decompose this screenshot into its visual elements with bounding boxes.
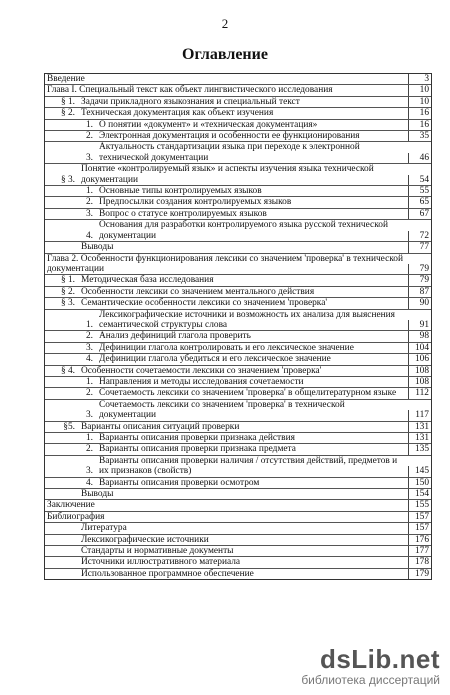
toc-entry-page: 54 [408,175,431,185]
toc-entry [45,196,431,207]
toc-entry-page: 178 [408,557,431,567]
toc-entry-number: § 1. [60,275,75,286]
toc-entry [45,568,431,579]
toc-entry-title: Варианты описания ситуаций проверки [81,421,240,432]
toc-entry [45,185,431,196]
toc-entry-title: О понятии «документ» и «техническая документация» [99,119,318,130]
toc-entry-page: 55 [408,186,431,196]
toc-entry [45,96,431,107]
toc-entry-title: Анализ дефиниций глагола проверить [99,331,251,342]
toc-entry-number: 1. [85,319,93,330]
toc-entry-title: Понятие «контролируемый язык» и аспекты изучения языка технической документации [81,164,374,185]
toc-entry-title: Вопрос о статусе контролируемых языков [99,208,267,219]
toc-entry-title: Сочетаемость лексики со значением 'проверка' в технической документации [99,399,345,421]
toc-entry-page: 46 [408,153,431,163]
toc-entry-title: Выводы [81,489,114,500]
toc-entry-page: 179 [408,569,431,579]
toc-entry-page: 79 [408,264,431,274]
toc-entry-title: Глава 2. Особенности функционирования лексики со значением 'проверка' в технической документации [47,253,404,274]
toc-entry [45,253,431,275]
toc-entry-title: Основания для разработки контролируемого языка русской технической документации [99,220,388,241]
toc-entry [45,74,431,84]
toc-entry-page: 35 [408,131,431,141]
toc-entry-page: 67 [408,209,431,219]
toc-entry-page: 131 [408,433,431,443]
toc-entry-number: § 3. [60,298,75,309]
toc-entry-title: Использованное программное обеспечение [81,568,254,579]
toc-entry-title: Источники иллюстративного материала [81,557,241,568]
toc-entry-title: Лексикографические источники и возможность их анализа для выяснения семантической структуры слова [99,309,395,330]
toc-entry [45,353,431,364]
toc-entry [45,208,431,219]
toc-entry-number: 3. [85,152,93,163]
watermark-logo [301,644,440,687]
watermark-sub: библиотека диссертаций [301,673,440,687]
toc-entry [45,163,431,185]
toc-entry-number: § 2. [60,108,75,119]
toc-entry [45,119,431,130]
toc-entry-title: Электронная документация и особенности ее функционирования [99,131,360,142]
toc-entry-title: Стандарты и нормативные документы [81,546,234,557]
toc-entry-page: 16 [408,108,431,118]
toc-entry-number: 1. [85,376,93,387]
toc-entry [45,421,431,432]
toc-entry-title: Введение [47,74,85,84]
toc-entry [45,387,431,398]
toc-entry-number: 4. [85,230,93,241]
toc-entry-number: 3. [85,208,93,219]
toc-entry-page: 3 [408,74,431,84]
toc-entry-number: 2. [85,197,93,208]
toc-entry-page: 145 [408,466,431,476]
toc-entry-title: Семантические особенности лексики со значением 'проверка' [81,298,328,309]
toc-entry [45,488,431,499]
toc-entry-page: 117 [408,410,431,420]
toc-entry-page: 108 [408,366,431,376]
toc-entry-title: Техническая документация как объект изучения [81,108,274,119]
toc-entry-title: Варианты описания проверки признака предмета [99,444,296,455]
toc-entry-number: 3. [85,410,93,421]
toc-entry-title: Литература [81,523,127,534]
toc-entry-page: 108 [408,377,431,387]
toc-entry-title: Основные типы контролируемых языков [99,186,262,197]
toc-entry-number: 4. [85,354,93,365]
toc-entry-number: 4. [85,477,93,488]
page-number: 2 [221,16,229,31]
toc-entry-title: Варианты описания проверки наличия / отсутствия действий, предметов и их признаков (свойств) [99,455,398,477]
toc-entry-page: 157 [408,512,431,522]
toc-entry [45,556,431,567]
toc-entry-page: 104 [408,343,431,353]
toc-entry-page: 87 [408,287,431,297]
toc-entry [45,522,431,533]
toc-entry-page: 106 [408,354,431,364]
toc-entry [45,342,431,353]
toc-entry [45,376,431,387]
toc-entry-title: Дефиниции глагола убедиться и его лексическое значение [99,354,331,365]
toc-entry-number: 3. [85,342,93,353]
toc-entry-number: § 4. [60,365,75,376]
toc-entry [45,455,431,477]
toc-entry [45,443,431,454]
toc-entry [45,141,431,163]
toc-entry-title: Заключение [47,500,95,511]
toc-entry [45,274,431,285]
page-title: Оглавление [182,46,268,63]
toc-entry-number: §5. [63,421,75,432]
toc-entry-page: 176 [408,535,431,545]
toc-entry-number: 2. [85,331,93,342]
toc-entry-number: 1. [85,119,93,130]
toc-entry-page: 98 [408,331,431,341]
toc-entry-title: Сочетаемость лексики со значением 'проверка' в общелитературном языке [99,388,397,399]
toc-entry-number: 1. [85,186,93,197]
toc-entry-number: § 3. [60,174,75,185]
toc-entry-page: 90 [408,298,431,308]
toc-entry-number: 2. [85,131,93,142]
toc-entry [45,286,431,297]
toc-entry [45,330,431,341]
toc-entry-page: 91 [408,320,431,330]
toc-entry-page: 16 [408,120,431,130]
toc-entry-page: 155 [408,500,431,510]
table-of-contents [44,73,432,580]
toc-entry-page: 79 [408,275,431,285]
toc-entry [45,545,431,556]
toc-entry-title: Особенности сочетаемости лексики со значением 'проверка' [81,365,322,376]
toc-entry-page: 10 [408,97,431,107]
toc-entry [45,309,431,331]
toc-entry [45,499,431,510]
toc-entry [45,477,431,488]
toc-entry-title: Варианты описания проверки признака действия [99,433,295,443]
toc-entry [45,365,431,376]
toc-entry-title: Библиография [47,511,105,522]
toc-entry-page: 10 [408,85,431,95]
toc-entry-title: Методическая база исследования [81,275,214,286]
toc-entry-number: 1. [85,433,93,443]
toc-entry-page: 177 [408,546,431,556]
toc-entry-title: Направления и методы исследования сочетаемости [99,376,304,387]
toc-entry-title: Глава I. Специальный текст как объект лингвистического исследования [47,85,333,96]
toc-entry-page: 131 [408,422,431,432]
toc-entry-number: 2. [85,388,93,399]
toc-entry [45,297,431,308]
toc-entry-number: § 1. [60,96,75,107]
toc-entry [45,107,431,118]
toc-entry [45,511,431,522]
toc-entry [45,534,431,545]
toc-entry-title: Особенности лексики со значением ментального действия [81,286,315,297]
toc-entry-number: § 2. [60,286,75,297]
toc-entry-title: Задачи прикладного языкознания и специальный текст [81,96,300,107]
toc-entry-title: Лексикографические источники [81,534,209,545]
toc-entry [45,432,431,443]
toc-entry [45,219,431,241]
toc-entry [45,241,431,252]
toc-entry [45,130,431,141]
toc-entry-title: Выводы [81,242,114,253]
toc-entry-title: Дефиниции глагола контролировать и его лексическое значение [99,342,354,353]
toc-entry-number: 2. [85,444,93,455]
toc-entry-page: 112 [408,388,431,398]
toc-entry-page: 77 [408,242,431,252]
toc-entry-title: Варианты описания проверки осмотром [99,477,260,488]
toc-entry-page: 65 [408,197,431,207]
toc-entry-title: Предпосылки создания контролируемых языков [99,197,292,208]
toc-entry [45,399,431,421]
toc-entry-title: Актуальность стандартизации языка при переходе к электронной технической документации [99,142,360,163]
toc-entry [45,84,431,95]
toc-entry-page: 150 [408,478,431,488]
toc-entry-page: 154 [408,489,431,499]
watermark-main: dsLib.net [319,644,440,674]
toc-entry-page: 135 [408,444,431,454]
toc-entry-number: 3. [85,466,93,477]
toc-entry-page: 72 [408,231,431,241]
toc-entry-page: 157 [408,523,431,533]
